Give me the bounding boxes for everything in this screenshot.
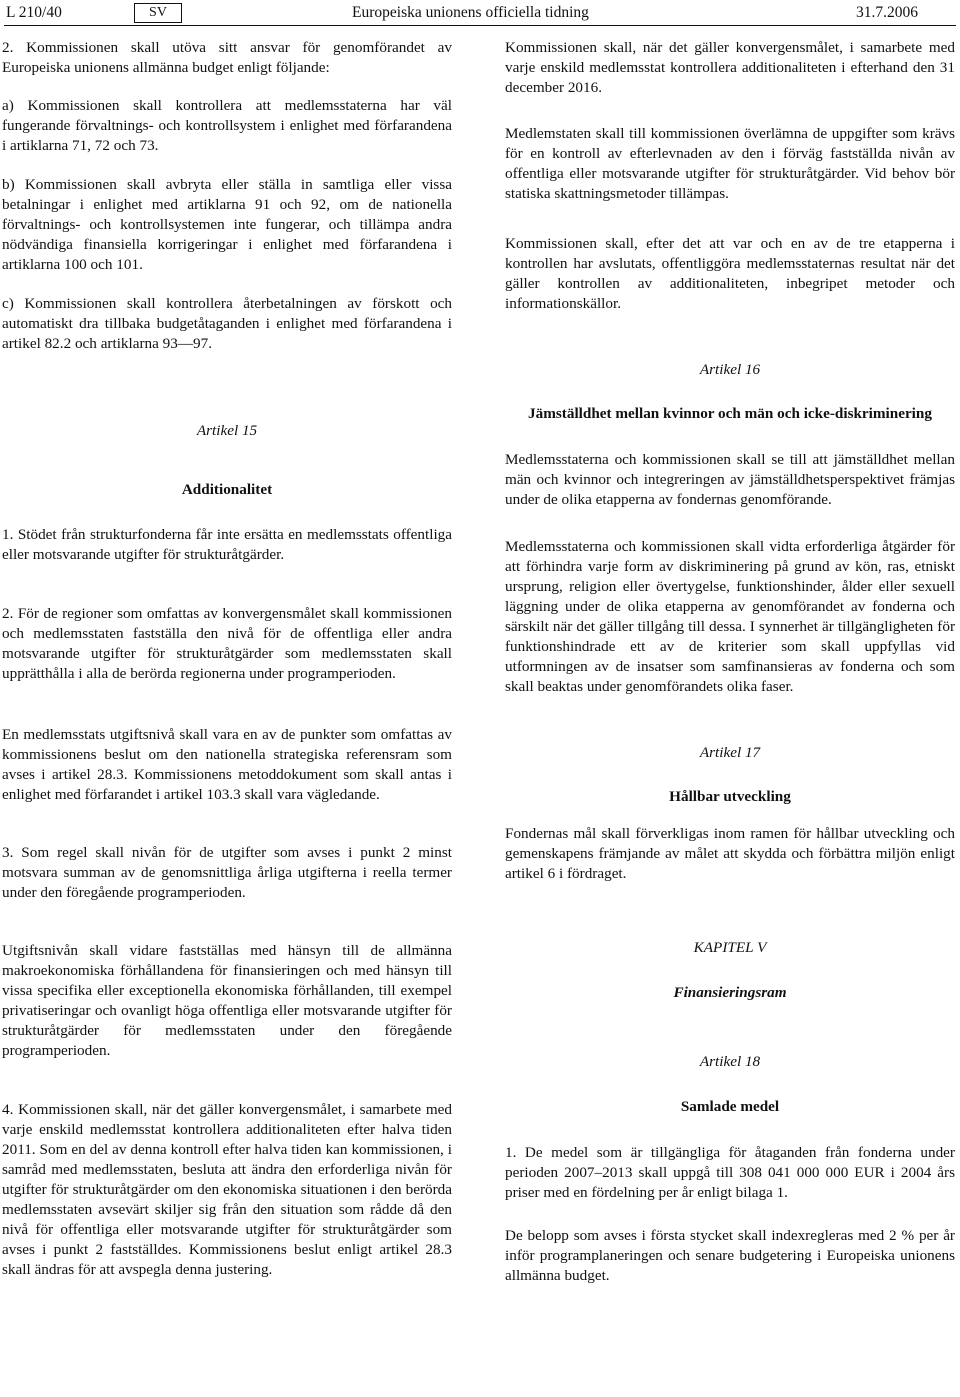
chapter-title: Finansieringsram bbox=[673, 984, 787, 1001]
publication-date: 31.7.2006 bbox=[856, 4, 918, 21]
paragraph: a) Kommissionen skall kontrollera att medlemsstaterna har väl fungerande förvaltnings- och kontrollsystem i enlighet med förfarandena i artiklarna 71, 72 och 73. bbox=[2, 97, 452, 154]
journal-title: Europeiska unionens officiella tidning bbox=[352, 4, 589, 21]
article-number: Artikel 17 bbox=[699, 744, 761, 761]
article-title: Hållbar utveckling bbox=[669, 788, 791, 805]
language-code-box: SV bbox=[134, 3, 182, 23]
article-number: Artikel 15 bbox=[196, 422, 258, 439]
paragraph: 1. De medel som är tillgängliga för åtaganden från fonderna under perioden 2007–2013 skall uppgå till 308 041 000 000 EUR i 2004 års priser med en fördelning per år enligt bilaga 1. bbox=[505, 1144, 955, 1201]
paragraph: Kommissionen skall, efter det att var och en av de tre etapperna i kontrollen har avslutats, offentliggöra medlemsstaternas resultat när det gäller kontrollen av additionaliteten, inbegripet metoder och informationskällor. bbox=[505, 235, 955, 312]
chapter-number: KAPITEL V bbox=[693, 939, 767, 956]
article-title: Additionalitet bbox=[181, 481, 273, 498]
paragraph: Utgiftsnivån skall vidare fastställas med hänsyn till de allmänna makroekonomiska förhållandena för finansieringen och med hänsyn till vissa specifika eller exceptionella ekonomiska förhållanden, till exempel privatiseringar och ovanligt höga offentliga eller motsvarande utgifter för strukturåtgärder för medlemsstaten under den föregående programperioden. bbox=[2, 942, 452, 1059]
paragraph: De belopp som avses i första stycket skall indexregleras med 2 % per år inför programplaneringen och senare budgetering i Europeiska unionens allmänna budget. bbox=[505, 1227, 955, 1284]
paragraph: 4. Kommissionen skall, när det gäller konvergensmålet, i samarbete med varje enskild medlemsstat kontrollera additionaliteten efter halva tiden 2011. Som en del av denna kontroll efter halva tiden kan kommissionen, i samråd med medlemsstaten, besluta att ändra den erforderliga nivån för utgifter för strukturåtgärder om den ekonomiska situationen i den berörda medlemsstaten avsevärt skiljer sig från den situation som rådde då den nivå för offentliga eller motsvarande utgifter för strukturåtgärder som avses i punkt 2 fastställdes. Kommissionens beslut enligt artikel 28.3 skall ändras för att avspegla denna justering. bbox=[2, 1101, 452, 1278]
paragraph: Medlemstaten skall till kommissionen överlämna de uppgifter som krävs för en kontroll av efterlevnaden av den i förväg fastställda nivån av offentliga eller motsvarande utgifter för strukturåtgärder. Vid behov bör statiska skattningsmetoder tillämpas. bbox=[505, 125, 955, 202]
article-number: Artikel 16 bbox=[699, 361, 761, 378]
paragraph: c) Kommissionen skall kontrollera återbetalningen av förskott och automatiskt dra tillbaka budgetåtaganden i enlighet med förfarandena i artikel 82.2 och artiklarna 93—97. bbox=[2, 295, 452, 352]
page-header bbox=[0, 0, 960, 30]
article-title: Samlade medel bbox=[680, 1098, 780, 1115]
article-title: Jämställdhet mellan kvinnor och män och icke-diskriminering bbox=[528, 405, 932, 422]
paragraph: Fondernas mål skall förverkligas inom ramen för hållbar utveckling och gemenskapens främjande av målet att skydda och förbättra miljön enligt artikel 6 i fördraget. bbox=[505, 825, 955, 882]
paragraph: Medlemsstaterna och kommissionen skall se till att jämställdhet mellan män och kvinnor och integreringen av jämställdhetsperspektivet främjas under de olika etapperna av fondernas genomförande. bbox=[505, 451, 955, 508]
header-rule bbox=[4, 25, 956, 26]
paragraph: Kommissionen skall, när det gäller konvergensmålet, i samarbete med varje enskild medlemsstat kontrollera additionaliteten i efterhand den 31 december 2016. bbox=[505, 39, 955, 96]
paragraph: 2. Kommissionen skall utöva sitt ansvar för genomförandet av Europeiska unionens allmänna budget enligt följande: bbox=[2, 39, 452, 76]
page-reference: L 210/40 bbox=[6, 4, 62, 21]
paragraph: b) Kommissionen skall avbryta eller ställa in samtliga eller vissa betalningar i enlighet med artiklarna 91 och 92, om de nationella förvaltnings- och kontrollsystemen inte fungerar, och tillämpa andra nödvändiga finansiella korrigeringar i enlighet med förfarandena i artiklarna 100 och 101. bbox=[2, 176, 452, 273]
paragraph: En medlemsstats utgiftsnivå skall vara en av de punkter som omfattas av kommissionens beslut om den nationella strategiska referensram som avses i artikel 28.3. Kommissionens metoddokument som skall antas i enlighet med förfarandet i artikel 103.3 skall vara vägledande. bbox=[2, 726, 452, 803]
paragraph: 1. Stödet från strukturfonderna får inte ersätta en medlemsstats offentliga eller motsvarande utgifter för strukturåtgärder. bbox=[2, 526, 452, 563]
paragraph: Medlemsstaterna och kommissionen skall vidta erforderliga åtgärder för att förhindra varje form av diskriminering på grund av kön, ras, etniskt ursprung, religion eller övertygelse, funktionshinder, ålder eller sexuell läggning under de olika etapperna av genomförandet av fonderna och särskilt när det gäller tillgång till dessa. I synnerhet är tillgängligheten för funktionshindrade ett av de kriterier som skall uppfyllas vid utformningen av de insatser som samfinansieras av fonderna och som skall beaktas under genomförandets olika faser. bbox=[505, 538, 955, 695]
left-column bbox=[2, 38, 452, 1280]
paragraph: 3. Som regel skall nivån för de utgifter som avses i punkt 2 minst motsvara summan av de genomsnittliga årliga utgifterna i reella termer under den föregående programperioden. bbox=[2, 844, 452, 901]
right-column bbox=[505, 38, 955, 1286]
article-number: Artikel 18 bbox=[699, 1053, 761, 1070]
paragraph: 2. För de regioner som omfattas av konvergensmålet skall kommissionen och medlemsstaten fastställa den nivå för de offentliga eller andra motsvarande utgifter för strukturåtgärder som medlemsstaten skall upprätthålla i alla de berörda regionerna under programperioden. bbox=[2, 605, 452, 682]
